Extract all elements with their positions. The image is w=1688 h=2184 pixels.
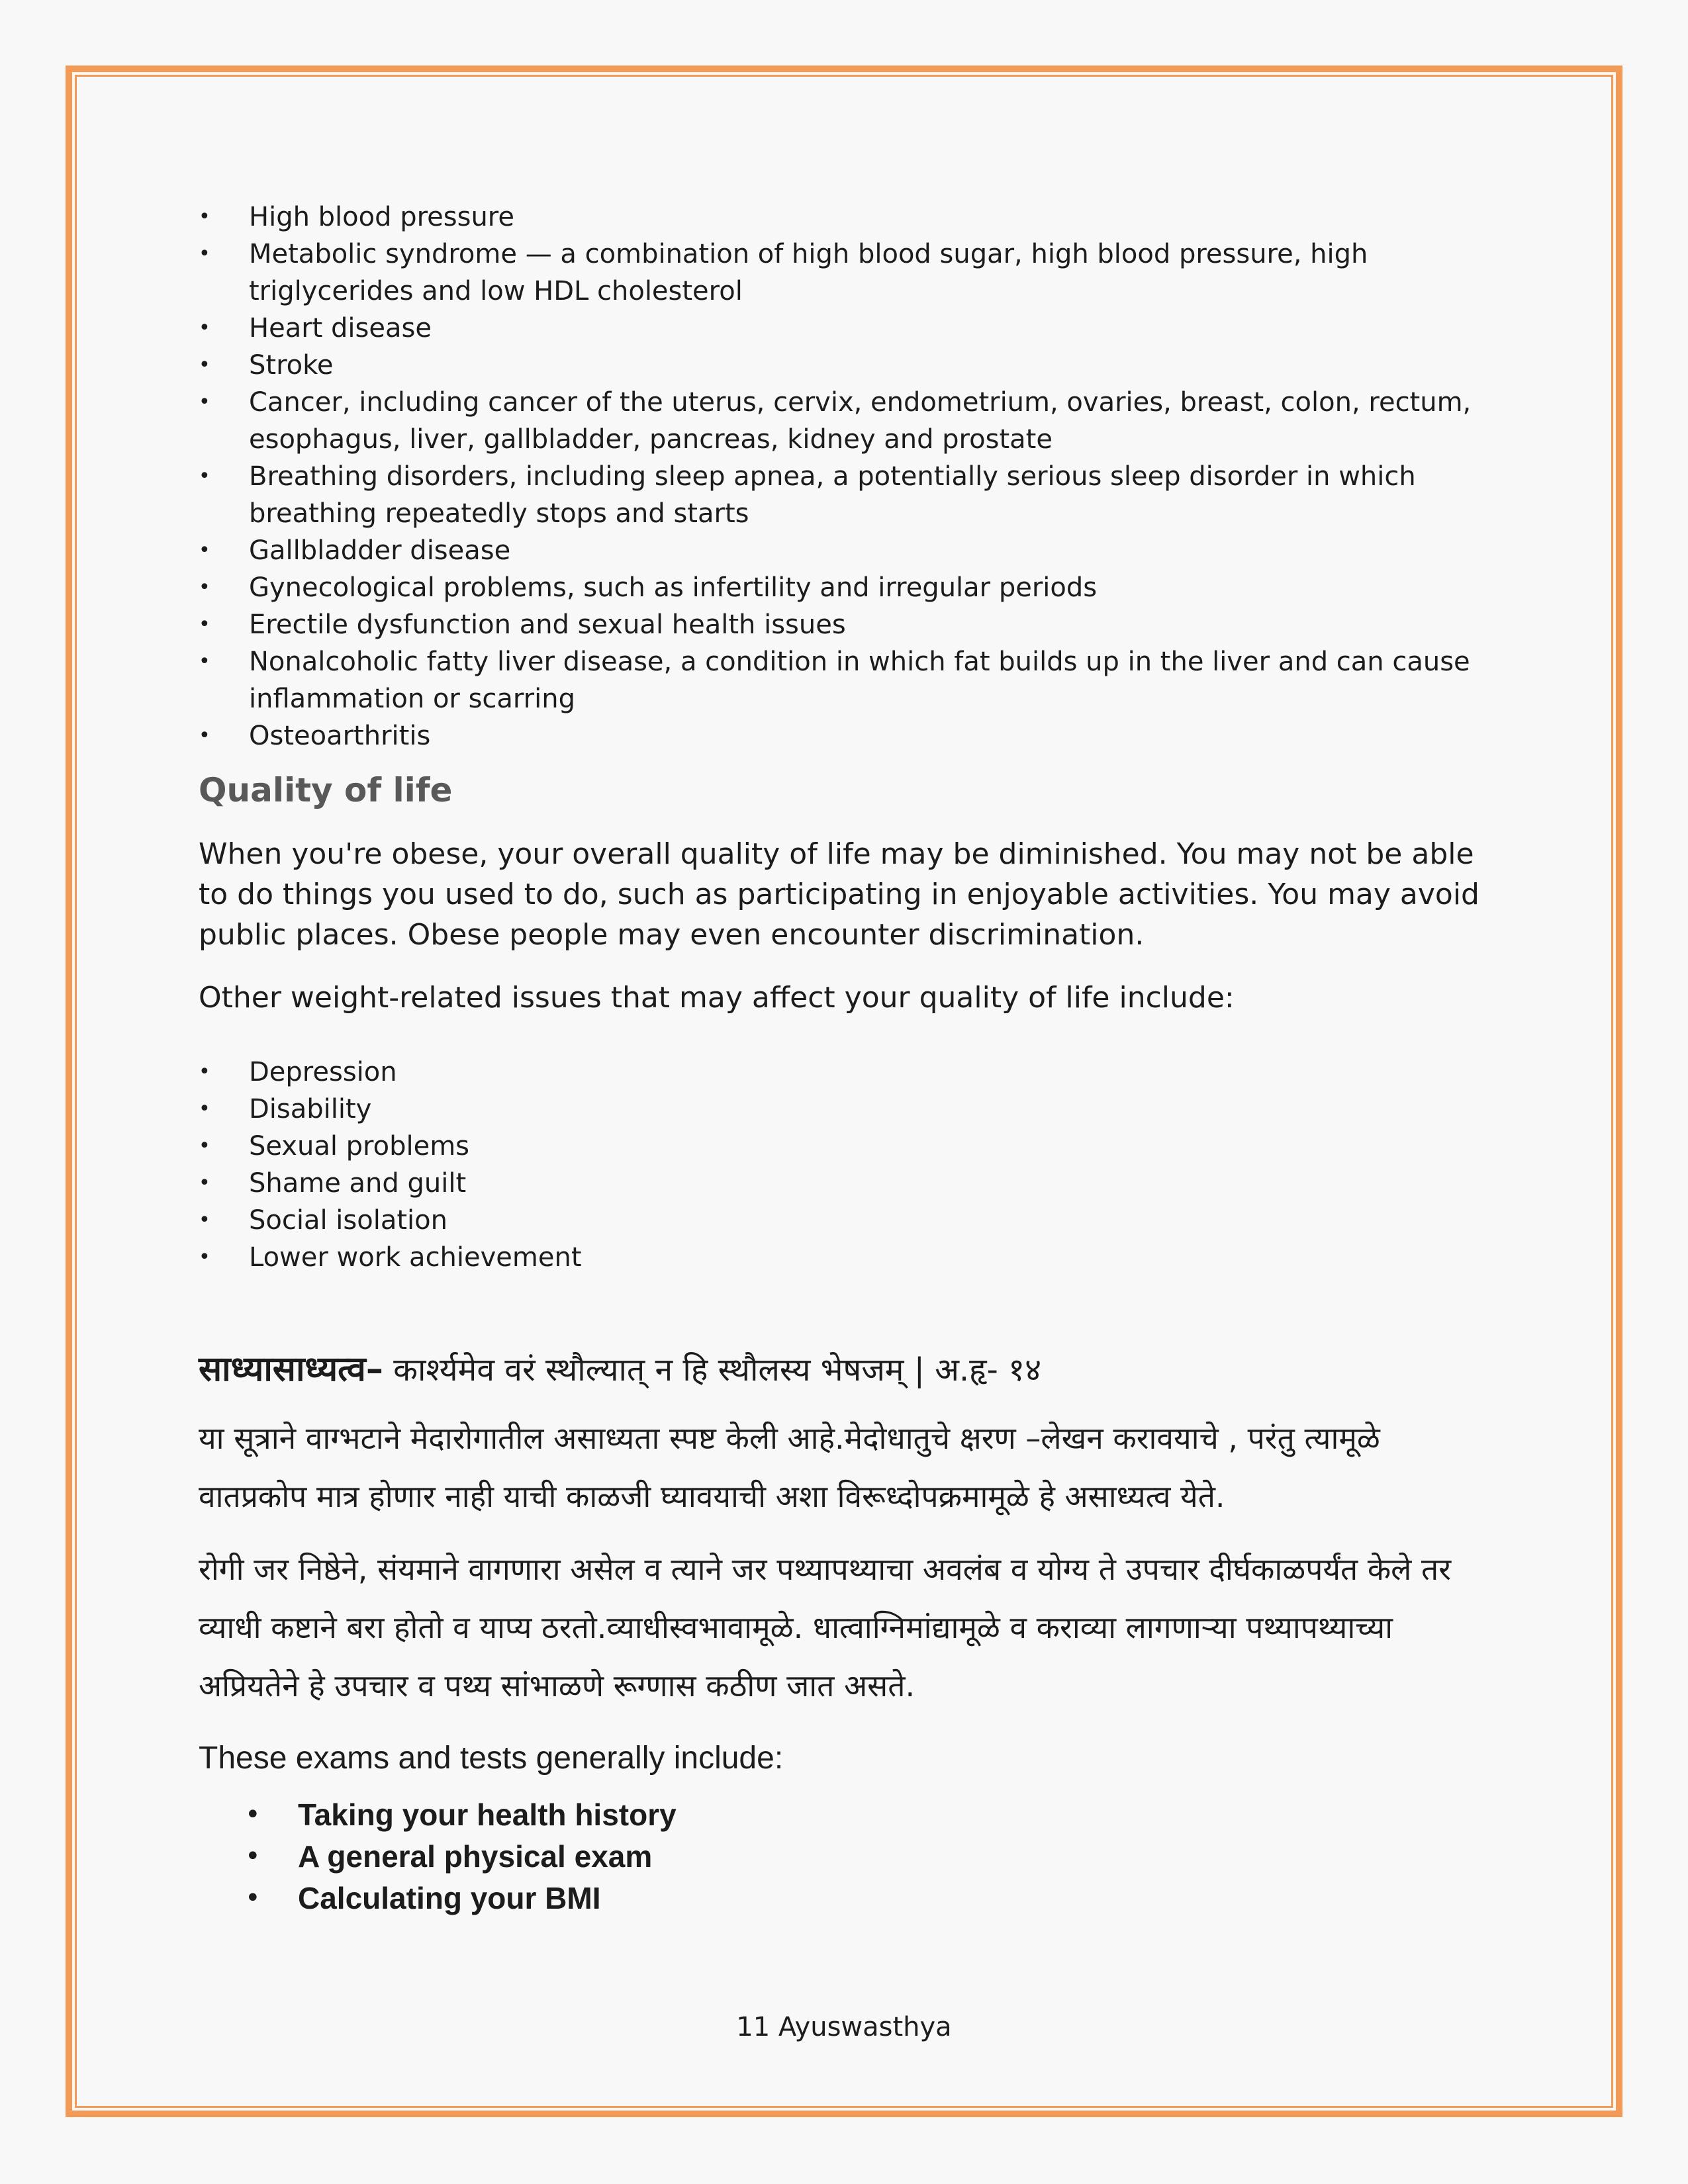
list-item: • Calculating your BMI: [199, 1878, 1489, 1919]
page-content: [199, 199, 1489, 1919]
list-item: • Shame and guilt: [199, 1165, 1489, 1202]
marathi-heading: [199, 1346, 1489, 1393]
marathi-paragraph-1: या सूत्राने वाग्भटाने मेदारोगातील असाध्यता स्पष्ट केली आहे.मेदोधातुचे क्षरण –लेखन करावयाचे , परंतु त्यामूळे वातप्रकोप मात्र होणार नाही याची काळजी घ्यावयाची अशा विरूध्दोपक्रमामूळे हे असाध्यत्व येते.: [199, 1420, 1380, 1514]
marathi-heading-title: साध्यासाध्यत्व–: [199, 1349, 383, 1389]
marathi-heading-verse: कार्श्यमेव वरं स्थौल्यात् न हि स्थौलस्य भेषजम् | अ.हृ- १४: [393, 1351, 1042, 1388]
list-item: • Depression: [199, 1054, 1489, 1091]
list-item: • Social isolation: [199, 1202, 1489, 1239]
exams-list: [199, 1794, 1489, 1919]
list-item: • Lower work achievement: [199, 1239, 1489, 1276]
list-item: • Erectile dysfunction and sexual health issues: [199, 606, 1489, 643]
list-item: • Breathing disorders, including sleep apnea, a potentially serious sleep disorder in which breathing repeatedly stops and starts: [199, 458, 1489, 532]
list-item: • Disability: [199, 1091, 1489, 1128]
list-item: • Stroke: [199, 347, 1489, 384]
complications-list: [199, 199, 1489, 754]
list-item: • Metabolic syndrome — a combination of high blood sugar, high blood pressure, high triglycerides and low HDL cholesterol: [199, 236, 1489, 310]
list-item: • Gynecological problems, such as infertility and irregular periods: [199, 569, 1489, 606]
list-item: • Nonalcoholic fatty liver disease, a condition in which fat builds up in the liver and can cause inflammation or scarring: [199, 643, 1489, 717]
marathi-paragraph-2: रोगी जर निष्ठेने, संयमाने वागणारा असेल व त्याने जर पथ्यापथ्याचा अवलंब व योग्य ते उपचार दीर्घकाळपर्यंत केले तर व्याधी कष्टाने बरा होतो व याप्य ठरतो.व्याधीस्वभावामूळे. धात्वाग्निमांद्यामूळे व कराव्या लागणाऱ्या पथ्यापथ्याच्या अप्रियतेने हे उपचार व पथ्य सांभाळणे रूग्णास कठीण जात असते.: [199, 1551, 1452, 1704]
page-footer: 11 Ayuswasthya: [736, 2012, 952, 2042]
quality-of-life-paragraph: When you're obese, your overall quality of life may be diminished. You may not be able to do things you used to do, such as participating in enjoyable activities. You may avoid public places. Obese people may even encounter discrimination.: [199, 837, 1479, 952]
list-item: • High blood pressure: [199, 199, 1489, 236]
list-item: • Gallbladder disease: [199, 532, 1489, 569]
list-item: • Sexual problems: [199, 1128, 1489, 1165]
list-item: • Cancer, including cancer of the uterus, cervix, endometrium, ovaries, breast, colon, rectum, esophagus, liver, gallbladder, pancreas, kidney and prostate: [199, 384, 1489, 458]
weight-issues-intro: Other weight-related issues that may affect your quality of life include:: [199, 981, 1235, 1015]
weight-issues-list: [199, 1054, 1489, 1276]
list-item: • Osteoarthritis: [199, 717, 1489, 754]
list-item: • Heart disease: [199, 310, 1489, 347]
list-item: • Taking your health history: [199, 1794, 1489, 1836]
exams-intro: These exams and tests generally include:: [199, 1741, 784, 1776]
quality-of-life-heading: Quality of life: [199, 771, 453, 809]
list-item: • A general physical exam: [199, 1836, 1489, 1878]
